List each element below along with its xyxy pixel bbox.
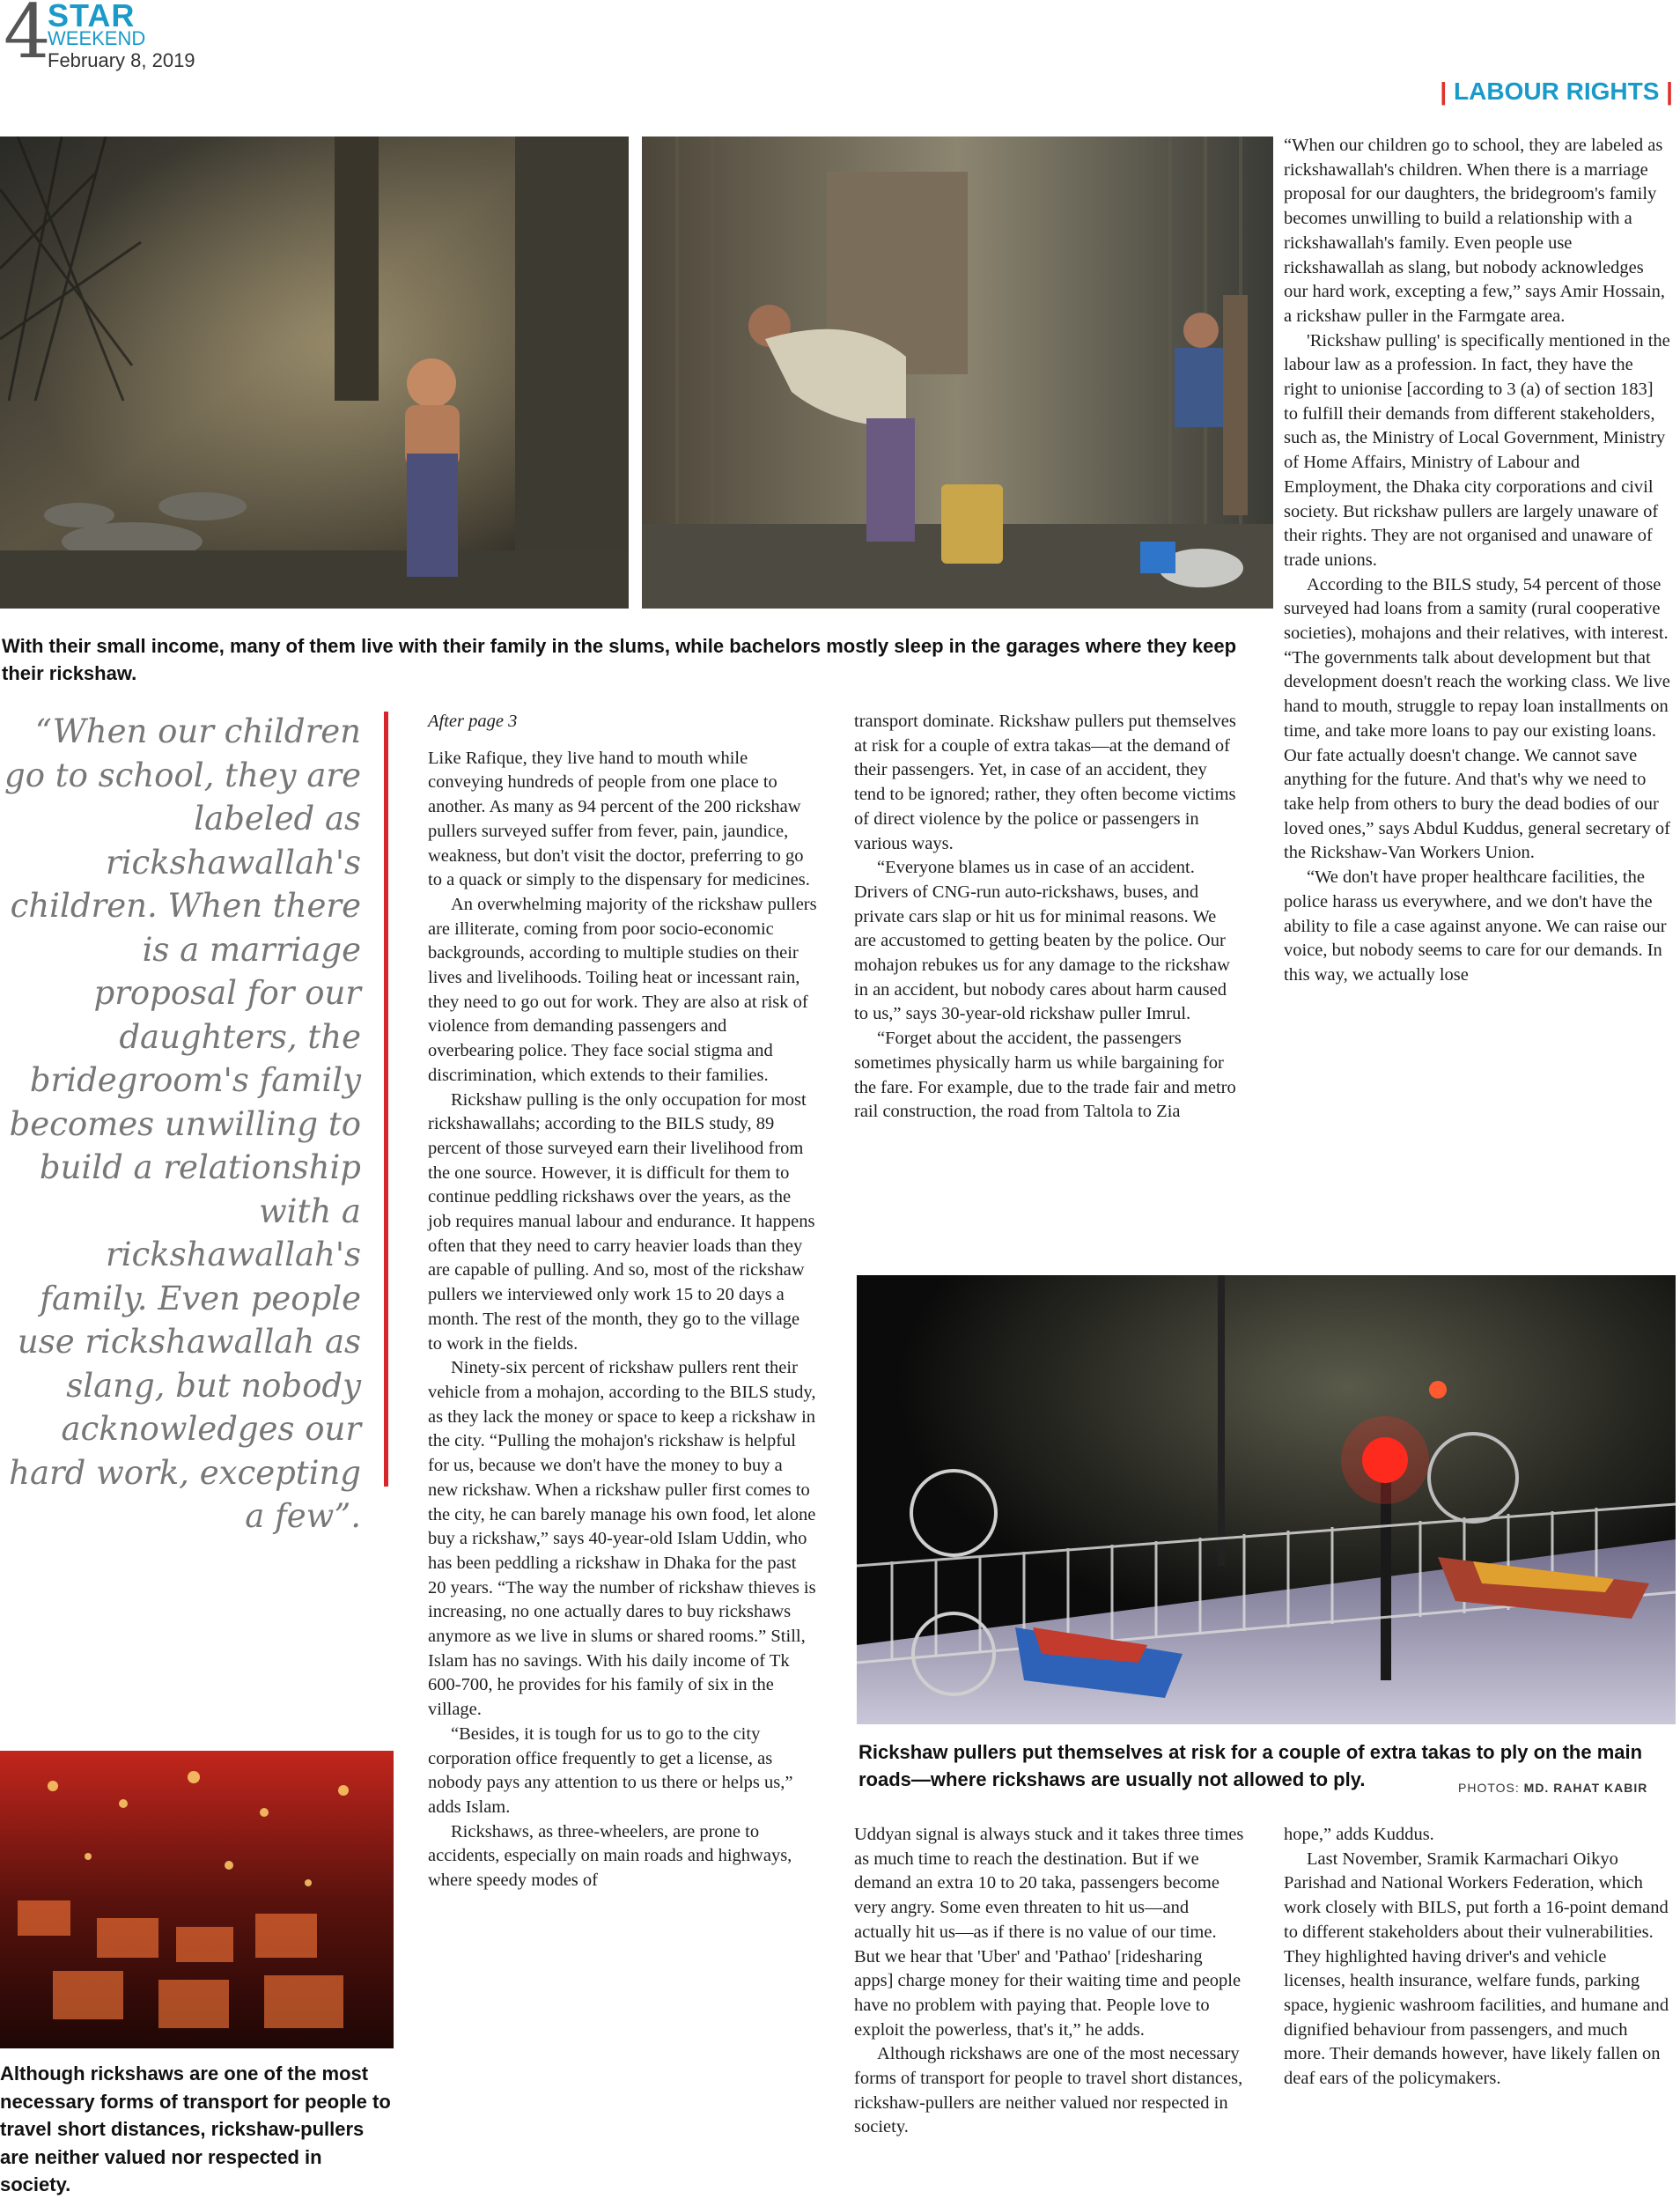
article-column-3-bottom [1284, 1823, 1671, 2092]
col1-paragraph-2: An overwhelming majority of the rickshaw pullers are illiterate, coming from poor socio-economic backgrounds, according to multiple studies on their lives and livelihoods. Toiling heat or incessant rain, they need to go out for work. They are also at risk of violence from demanding passengers and overbearing police. They face social stigma and discrimination, which extends to their families. [428, 894, 817, 1085]
article-column-2-bottom [854, 1823, 1245, 2140]
col3-top-paragraph-1: 'Rickshaw pulling' is specifically mentioned in the labour law as a profession. In fact, they have the right to unionise [according to 3 (a) of section 183] to fulfill their demands from different stakeholders, such as, the Ministry of Local Government, Ministry of Home Affairs, Ministry of Labour and Employment, the Dhaka city corporations and civil society. But rickshaw pullers are largely unaware of their rights. They are not organised and unaware of trade unions. [1284, 330, 1670, 570]
caption-left-photo: Although rickshaws are one of the most necessary forms of transport for people to travel short distances, rickshaw-pullers are neither valued nor respected in society. [0, 2062, 391, 2195]
article-column-3-top [1284, 134, 1671, 988]
col3-top-paragraph-2: According to the BILS study, 54 percent of those surveyed had loans from a samity (rural cooperative societies), mohajons and their relatives, with interest. “The governments talk about development but that development doesn't reach the working class. We live hand to mouth, struggle to repay loan installments on time, and take more loans to pay our existing loans. Our fate actually doesn't change. We cannot save anything for the future. And that's why we need to take help from others to bury the dead bodies of our loved ones,” says Abdul Kuddus, general secretary of the Rickshaw-Van Workers Union. [1284, 574, 1670, 863]
photo-child-in-slum-image [0, 137, 629, 609]
article-column-1 [428, 710, 817, 1893]
col2-bottom-lead: Uddyan signal is always stuck and it takes three times as much time to reach the destination. But if we demand an extra 10 to 20 taka, passengers become very angry. Some even threaten to hit us—and actually hit us—as if there is no value of our time. But we hear that 'Uber' and 'Pathao' [ridesharing apps] charge money for their waiting time and people have no problem with paying that. People love to exploit the powerless, that's it,” he adds. [854, 1825, 1244, 2040]
section-tag-label: LABOUR RIGHTS [1454, 77, 1660, 105]
photo-man-at-pump-image [642, 137, 1273, 609]
photo-rickshaws-at-railing [857, 1275, 1676, 1724]
article-column-2-top [854, 710, 1242, 1125]
col1-paragraph-5: “Besides, it is tough for us to go to the city corporation office frequently to get a license, as nobody pays any attention to us there or helps us,” adds Islam. [428, 1723, 793, 1817]
col1-paragraph-3: Rickshaw pulling is the only occupation for most rickshawallahs; according to the BILS study, 89 percent of those surveyed earn their livelihood from the one source. However, it is difficult for them to continue peddling rickshaws over the years, as the job requires manual labour and endurance. It happens often that they need to carry heavier loads than they are capable of pulling. And so, most of the rickshaw pullers we interviewed only work 15 to 20 days a month. The rest of the month, they go to the village to work in the fields. [428, 1089, 815, 1354]
photo-rickshaw-traffic-night [0, 1751, 394, 2048]
photo-man-at-pump [642, 137, 1273, 609]
col3-top-lead: “When our children go to school, they are labeled as rickshawallah's children. When there is a marriage proposal for our daughters, the bridegroom's family becomes unwilling to build a relationship with a rickshawallah's family. Even people use rickshawallah as slang, but nobody acknowledges our hard work, excepting a few,” says Amir Hossain, a rickshaw puller in the Farmgate area. [1284, 136, 1666, 326]
caption-top-photos: With their small income, many of them live with their family in the slums, while bachelors mostly sleep in the garages where they keep their rickshaw. [2, 635, 1237, 684]
section-tag-bar-left: | [1440, 77, 1448, 105]
col3-top-paragraph-3: “We don't have proper healthcare facilities, the police harass us everywhere, and we don't have the ability to file a case against anyone. We can raise our voice, but nobody seems to care for our demands. In this way, we actually lose [1284, 867, 1667, 985]
col2-top-paragraph-1: “Everyone blames us in case of an accident. Drivers of CNG-run auto-rickshaws, buses, and private cars slap or hit us for minimal reasons. We are accustomed to getting beaten by the police. Our mohajon rebukes us for any damage to the rickshaw in an accident, but nobody cares about harm caused to us,” says 30-year-old rickshaw puller Imrul. [854, 858, 1230, 1024]
photo-rickshaw-traffic-night-image [0, 1751, 394, 2048]
masthead-weekend: WEEKEND [48, 27, 146, 49]
col2-bottom-paragraph-1: Although rickshaws are one of the most necessary forms of transport for people to travel short distances, rickshaw-pullers are neither valued nor respected in society. [854, 2044, 1243, 2137]
section-tag [1440, 77, 1673, 106]
col1-paragraph-1: Like Rafique, they live hand to mouth while conveying hundreds of people from one place to another. As many as 94 percent of the 200 rickshaw pullers surveyed suffer from fever, pain, jaundice, weakness, but don't visit the doctor, preferring to go to a quack or simply to the dispensary for medicines. [428, 748, 810, 890]
col2-top-lead: transport dominate. Rickshaw pullers put themselves at risk for a couple of extra takas—at the demand of their passengers. Yet, in case of an accident, they tend to be ignored; rather, they often become victims of direct violence by the police or passengers in various ways. [854, 712, 1236, 853]
page-number: 4 [4, 0, 51, 75]
pull-quote: “When our children go to school, they are labeled as rickshawallah's children. When there is a marriage proposal for our daughters, the bridegroom's family becomes unwilling to build a relationship with a rickshawallah's family. Even people use rickshawallah as slang, but nobody acknowledges our hard work, excepting a few”. [4, 712, 361, 1535]
caption-right-photo: Rickshaw pullers put themselves at risk for a couple of extra takas to ply on the main roads—where rickshaws are usually not allowed to ply. [858, 1741, 1643, 1790]
photo-child-in-slum [0, 137, 629, 609]
pull-quote-rule [384, 712, 388, 1487]
masthead-star: STAR [48, 0, 136, 33]
photo-credit-name: MD. RAHAT KABIR [1523, 1781, 1648, 1795]
col3-bottom-lead: hope,” adds Kuddus. [1284, 1825, 1434, 1844]
section-tag-bar-right: | [1666, 77, 1673, 105]
photo-credit [1458, 1781, 1647, 1795]
photo-credit-label: PHOTOS: [1458, 1781, 1520, 1795]
col1-paragraph-6: Rickshaws, as three-wheelers, are prone to accidents, especially on main roads and highways, where speedy modes of [428, 1821, 792, 1891]
col1-paragraph-4: Ninety-six percent of rickshaw pullers rent their vehicle from a mohajon, according to the BILS study, as they lack the money or space to keep a rickshaw in the city. “Pulling the mohajon's rickshaw is helpful for us, because we don't have the money to buy a new rickshaw. When a rickshaw puller first comes to the city, he can barely manage his own food, let alone buy a rickshaw,” says 40-year-old Islam Uddin, who has been peddling a rickshaw in Dhaka for the past 20 years. “The way the number of rickshaw thieves is increasing, no one actually dares to buy rickshaws anymore as we live in slums or shared rooms.” Still, Islam has no savings. With his daily income of Tk 600-700, he provides for his family of six in the village. [428, 1358, 816, 1720]
kicker-after-page-3: After page 3 [428, 712, 518, 731]
col2-top-paragraph-2: “Forget about the accident, the passengers sometimes physically harm us while bargaining for the fare. For example, due to the trade fair and metro rail construction, the road from Taltola to Zia [854, 1029, 1236, 1122]
photo-rickshaws-at-railing-image [857, 1275, 1676, 1724]
col3-bottom-paragraph-1: Last November, Sramik Karmachari Oikyo Parishad and National Workers Federation, which work closely with BILS, put forth a 16-point demand to different stakeholders about their vulnerabilities. They highlighted having driver's and vehicle licenses, health insurance, welfare funds, parking space, hygienic washroom facilities, and humane and dignified behaviour from passengers, and much more. Their demands however, have likely fallen on deaf ears of the policymakers. [1284, 1848, 1669, 2089]
issue-date: February 8, 2019 [48, 49, 195, 71]
